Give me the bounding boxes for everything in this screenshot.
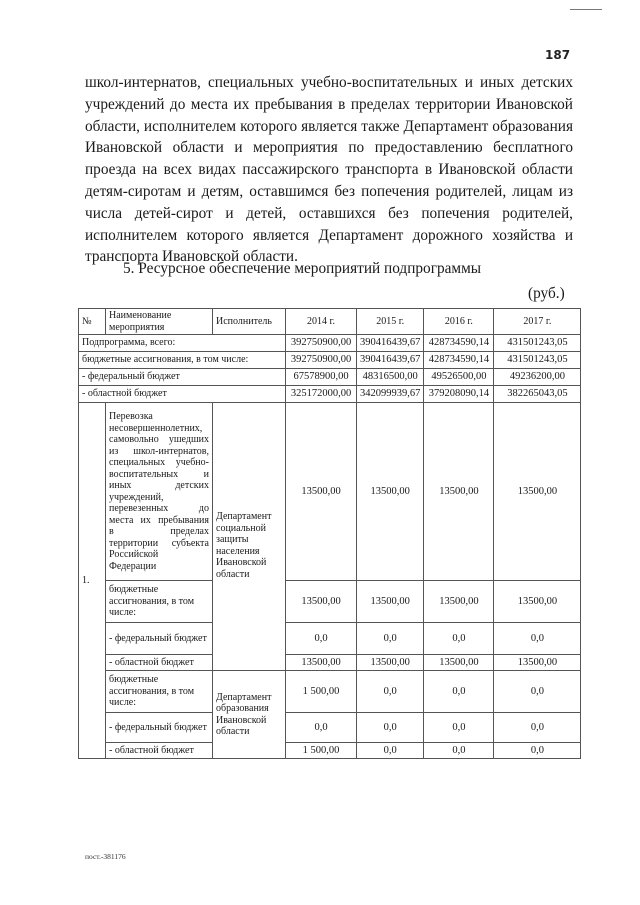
row-label: - областной бюджет — [79, 386, 286, 403]
header-name: Наименование мероприятия — [106, 309, 213, 335]
row-label: бюджетные ассигнования, в том числе: — [106, 581, 213, 623]
header-2015: 2015 г. — [357, 309, 424, 335]
executor-social-protection: Департамент социальной защиты населения Ивановской области — [213, 403, 286, 671]
text-line: Ивановской области и мероприятия по предоставлению бесплатного — [85, 139, 573, 157]
resource-table — [78, 308, 581, 759]
row-label: бюджетные ассигнования, в том числе: — [79, 352, 286, 369]
cell-2017: 49236200,00 — [494, 369, 581, 386]
cell-2017: 13500,00 — [494, 403, 581, 581]
row-label: - федеральный бюджет — [106, 713, 213, 743]
cell-2015: 48316500,00 — [357, 369, 424, 386]
text-line: проезда на всех видах пассажирского транспорта в Ивановской области — [85, 161, 573, 179]
desc-line: воспитательных и — [109, 468, 209, 480]
cell-2015: 13500,00 — [357, 581, 424, 623]
desc-line: Перевозка — [109, 411, 153, 422]
header-2017: 2017 г. — [494, 309, 581, 335]
desc-line: несовершеннолетних, — [109, 422, 203, 434]
table-row — [79, 713, 581, 743]
row-label: Подпрограмма, всего: — [79, 335, 286, 352]
cell-2015: 342099939,67 — [357, 386, 424, 403]
header-executor: Исполнитель — [213, 309, 286, 335]
desc-line: места их пребывания — [109, 514, 209, 526]
units-label: (руб.) — [528, 285, 565, 302]
text-line: области, исполнителем которого является также Департамент образования — [85, 117, 573, 135]
cell-2016: 428734590,14 — [424, 335, 494, 352]
cell-2017: 0,0 — [494, 671, 581, 713]
cell-2016: 13500,00 — [424, 403, 494, 581]
cell-2015: 13500,00 — [357, 655, 424, 671]
page-number: 187 — [545, 48, 571, 62]
row-label: - федеральный бюджет — [79, 369, 286, 386]
cell-2016: 0,0 — [424, 743, 494, 759]
table-row — [79, 403, 581, 581]
cell-2017: 0,0 — [494, 713, 581, 743]
desc-line: Российской — [109, 549, 159, 560]
desc-line: в пределах — [109, 526, 209, 537]
cell-2015: 0,0 — [357, 623, 424, 655]
cell-2015: 390416439,67 — [357, 352, 424, 369]
desc-line: специальных учебно- — [109, 457, 209, 468]
cell-2015: 13500,00 — [357, 403, 424, 581]
text-line: школ-интернатов, специальных учебно-воспитательных и иных детских — [85, 74, 573, 91]
table-row — [79, 623, 581, 655]
cell-2014: 0,0 — [286, 713, 357, 743]
cell-2016: 428734590,14 — [424, 352, 494, 369]
cell-2015: 390416439,67 — [357, 335, 424, 352]
table-row — [79, 335, 581, 352]
desc-line: учреждений, — [109, 491, 164, 503]
row-label: бюджетные ассигнования, в том числе: — [106, 671, 213, 713]
item-description — [106, 403, 213, 581]
cell-2014: 0,0 — [286, 623, 357, 655]
footer-code: пост.-381176 — [85, 852, 126, 861]
cell-2017: 431501243,05 — [494, 352, 581, 369]
desc-line: Федерации — [109, 560, 157, 572]
cell-2014: 13500,00 — [286, 403, 357, 581]
cell-2016: 0,0 — [424, 623, 494, 655]
cell-2014: 1 500,00 — [286, 743, 357, 759]
table-row — [79, 671, 581, 713]
row-label: - областной бюджет — [106, 655, 213, 671]
header-2014: 2014 г. — [286, 309, 357, 335]
row-label: - федеральный бюджет — [106, 623, 213, 655]
cell-2017: 382265043,05 — [494, 386, 581, 403]
table-row — [79, 743, 581, 759]
table-row — [79, 352, 581, 369]
text-line: учреждений до места их пребывания в пределах территории Ивановской — [85, 95, 573, 113]
desc-line: самовольно ушедших — [109, 434, 209, 445]
cell-2017: 0,0 — [494, 623, 581, 655]
cell-2016: 13500,00 — [424, 581, 494, 623]
table-row — [79, 369, 581, 386]
cell-2017: 0,0 — [494, 743, 581, 759]
desc-line: территории субъекта — [109, 537, 209, 549]
table-header-row — [79, 309, 581, 335]
table-row — [79, 655, 581, 671]
table-row — [79, 386, 581, 403]
cell-2016: 49526500,00 — [424, 369, 494, 386]
row-label: - областной бюджет — [106, 743, 213, 759]
body-paragraph — [85, 72, 573, 268]
header-2016: 2016 г. — [424, 309, 494, 335]
cell-2014: 392750900,00 — [286, 352, 357, 369]
table-row — [79, 581, 581, 623]
text-line: числа детей-сирот и детей, оставшихся без попечения родителей, — [85, 204, 573, 222]
executor-education: Департамент образования Ивановской области — [213, 671, 286, 759]
cell-2015: 0,0 — [357, 743, 424, 759]
cell-2014: 67578900,00 — [286, 369, 357, 386]
header-no: № — [79, 309, 106, 335]
cell-2014: 392750900,00 — [286, 335, 357, 352]
text-line: детям-сиротам и детям, оставшимся без попечения родителей, лицам из — [85, 182, 573, 200]
section-title: 5. Ресурсное обеспечение мероприятий подпрограммы — [123, 260, 482, 277]
text-line: исполнителем которого является Департамент дорожного хозяйства и — [85, 226, 573, 244]
desc-line: из школ-интернатов, — [109, 445, 209, 457]
cell-2016: 379208090,14 — [424, 386, 494, 403]
cell-2015: 0,0 — [357, 671, 424, 713]
desc-line: иных детских — [109, 480, 209, 491]
cell-2016: 0,0 — [424, 671, 494, 713]
cell-2017: 13500,00 — [494, 581, 581, 623]
item-number: 1. — [79, 403, 106, 759]
scan-artifact — [570, 9, 602, 10]
cell-2017: 13500,00 — [494, 655, 581, 671]
cell-2014: 1 500,00 — [286, 671, 357, 713]
cell-2015: 0,0 — [357, 713, 424, 743]
cell-2016: 13500,00 — [424, 655, 494, 671]
desc-line: перевезенных до — [109, 503, 209, 514]
text-line: транспорта Ивановской области. — [85, 248, 298, 266]
cell-2016: 0,0 — [424, 713, 494, 743]
cell-2017: 431501243,05 — [494, 335, 581, 352]
cell-2014: 13500,00 — [286, 581, 357, 623]
cell-2014: 13500,00 — [286, 655, 357, 671]
cell-2014: 325172000,00 — [286, 386, 357, 403]
